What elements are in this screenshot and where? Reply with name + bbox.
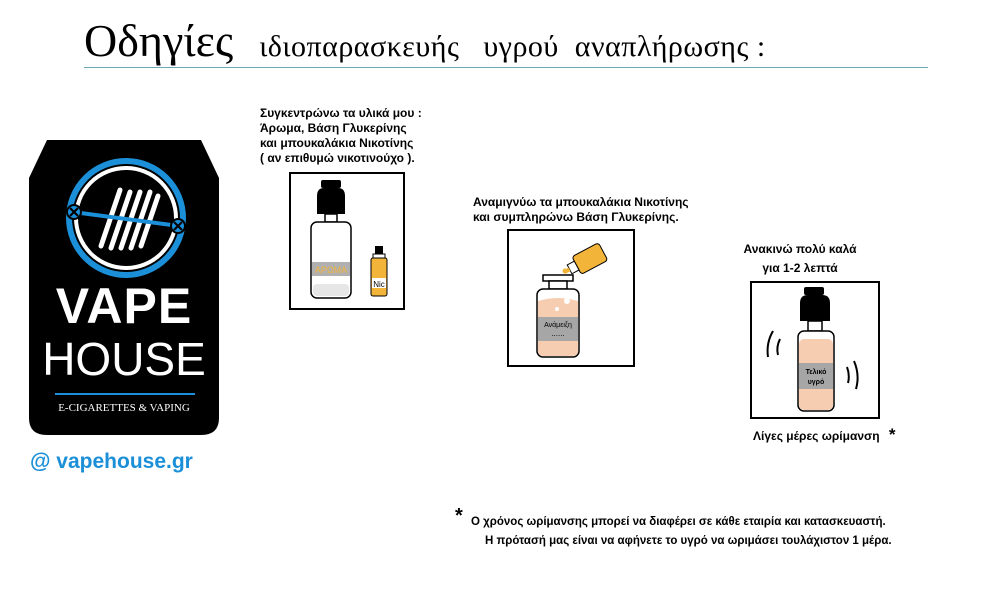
step-1-instructions bbox=[260, 106, 422, 166]
ingredients-bottles-icon bbox=[291, 174, 403, 308]
step-3-line: για 1-2 λεπτά bbox=[762, 261, 838, 275]
step-2-line: και συμπληρώνω Βάση Γλυκερίνης. bbox=[473, 210, 679, 224]
step-3-caption bbox=[753, 427, 896, 444]
footnote-line-2: Η πρότασή μας είναι να αφήνετε το υγρό να ωριμάσει τουλάχιστον 1 μέρα. bbox=[485, 535, 892, 547]
step-2-line: Αναμιγνύω τα μπουκαλάκια Νικοτίνης bbox=[473, 195, 689, 209]
page-title bbox=[84, 14, 766, 67]
mix-label: Ανάμειξη bbox=[544, 322, 572, 329]
title-underline bbox=[84, 67, 928, 68]
step-1-line: Άρωμα, Βάση Γλυκερίνης bbox=[260, 121, 407, 135]
mixing-bottles-icon bbox=[509, 231, 633, 365]
nicotine-label: Nic bbox=[373, 280, 385, 289]
footnote-line-1: Ο χρόνος ωρίμανσης μπορεί να διαφέρει σε κάθε εταιρία και κατασκευαστή. bbox=[471, 516, 886, 528]
maturation-caption: Λίγες μέρες ωρίμανση bbox=[753, 429, 880, 443]
step-3-instructions bbox=[740, 240, 860, 278]
title-main: Οδηγίες bbox=[84, 15, 234, 66]
step-1-line: και μπουκαλάκια Νικοτίνης bbox=[260, 136, 414, 150]
step-1-illustration bbox=[289, 172, 405, 310]
step-1-line: ( αν επιθυμώ νικοτινούχο ). bbox=[260, 151, 415, 165]
logo-tagline: E-CIGARETTES & VAPING bbox=[58, 402, 190, 414]
footnote-text bbox=[471, 513, 892, 551]
footnote-asterisk: * bbox=[455, 505, 463, 527]
step-3-line: Ανακινώ πολύ καλά bbox=[743, 242, 857, 256]
step-2-instructions bbox=[473, 195, 689, 225]
vape-house-logo bbox=[25, 130, 223, 438]
final-label-1: Τελικό bbox=[805, 369, 827, 376]
flavor-label: ΑΡΩΜΑ bbox=[314, 265, 348, 275]
caption-asterisk: * bbox=[888, 425, 896, 444]
logo-text-house: HOUSE bbox=[42, 333, 206, 385]
website-link[interactable]: @ vapehouse.gr bbox=[30, 450, 193, 473]
title-sub: ιδιοπαρασκευής υγρού αναπλήρωσης : bbox=[259, 30, 766, 63]
step-1-line: Συγκεντρώνω τα υλικά μου : bbox=[260, 106, 422, 120]
shaking-bottle-icon bbox=[752, 283, 878, 417]
step-3-illustration bbox=[750, 281, 880, 419]
mix-sublabel: ...... bbox=[551, 329, 565, 338]
final-label-2: υγρό bbox=[807, 379, 825, 386]
logo-text-vape: VAPE bbox=[55, 278, 193, 334]
step-2-illustration bbox=[507, 229, 635, 367]
